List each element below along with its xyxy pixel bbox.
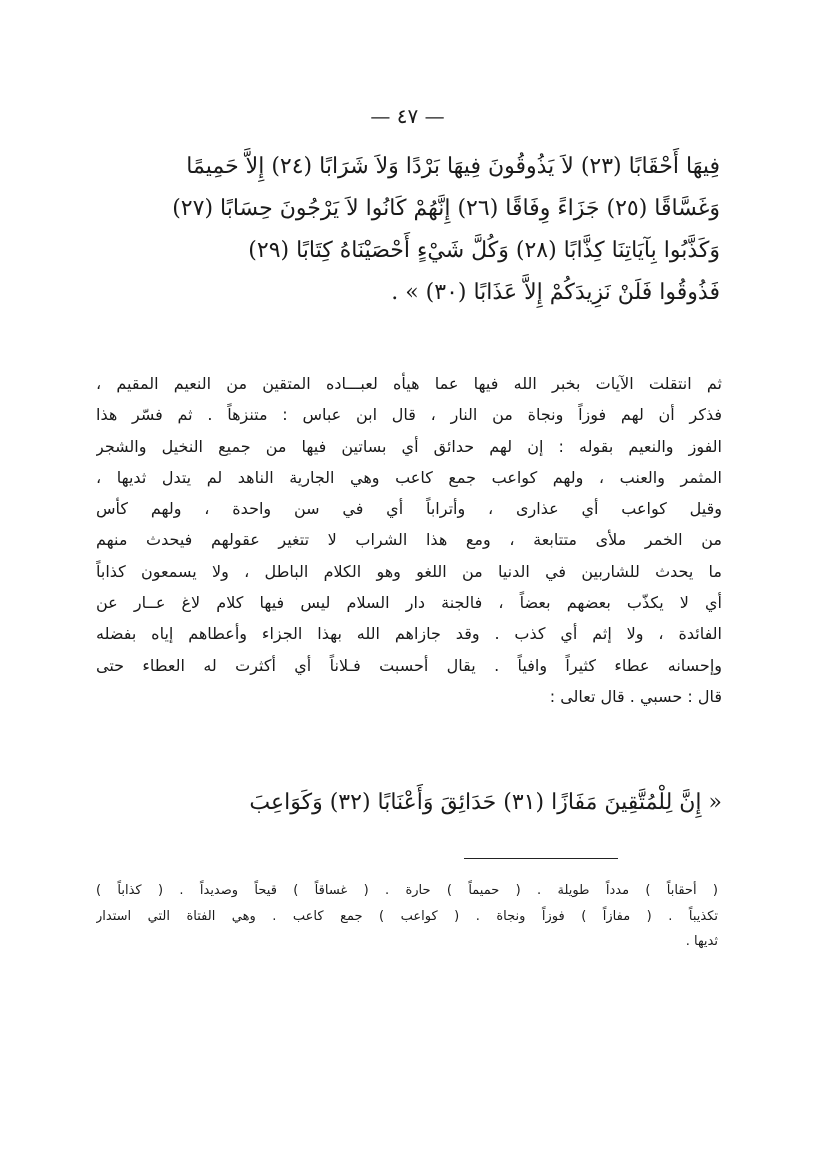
quran-verse-bottom: « إِنَّ لِلْمُتَّقِينَ مَفَازًا (٣١) حَدَائِقَ وَأَعْنَابًا (٣٢) وَكَوَاعِبَ	[249, 790, 722, 815]
commentary-line: الفائدة ، ولا إثم أي كذب . وقد جازاهم الله بهذا الجزاء وأعطاهم إياه بفضله	[96, 624, 722, 644]
commentary-line: من الخمر ملأى متتابعة ، ومع هذا الشراب لا تتغير عقولهم فيحدث منهم	[96, 530, 722, 550]
footnote-divider	[464, 858, 618, 859]
footnotes	[96, 878, 718, 955]
verse-line: وَكَذَّبُوا بِآيَاتِنَا كِذَّابًا (٢٨) وَكُلَّ شَيْءٍ أَحْصَيْنَاهُ كِتَابًا (٢٩)	[248, 238, 720, 263]
quran-verses-top	[92, 146, 720, 314]
verse-line: فَذُوقُوا فَلَنْ نَزِيدَكُمْ إِلاَّ عَذَابًا (٣٠) » .	[391, 280, 720, 305]
commentary-line: ثم انتقلت الآيات بخبر الله فيها عما هيأه لعبـــاده المتقين من النعيم المقيم ،	[96, 374, 722, 393]
commentary-paragraph	[96, 368, 722, 712]
verse-line: فِيهَا أَحْقَابًا (٢٣) لاَ يَذُوقُونَ فِيهَا بَرْدًا وَلاَ شَرَابًا (٢٤) إِلاَّ حَمِيمًا	[186, 154, 720, 179]
footnote-line: تكذيباً . ( مفازاً ) فوزاً ونجاة . ( كواعب ) جمع كاعب . وهي الفتاة التي استدار	[96, 908, 718, 924]
commentary-line: فذكر أن لهم فوزاً ونجاة من النار ، قال ابن عباس : متنزهاً . ثم فسّر هذا	[96, 405, 722, 425]
commentary-line: ما يحدث للشاربين في الدنيا من اللغو وهو الكلام الباطل ، ولا يسمعون كذاباً	[96, 561, 722, 581]
commentary-line: الفوز والنعيم بقوله : إن لهم حدائق أي بساتين فيها من جميع النخيل والشجر	[96, 436, 722, 456]
commentary-line: أي لا يكذّب بعضهم بعضاً ، فالجنة دار السلام ليس فيها كلام لاغ عــار عن	[96, 593, 722, 613]
footnote-line: ثديها .	[685, 934, 718, 949]
footnote-line: ( أحقاباً ) مدداً طويلة . ( حميماً ) حارة . ( غساقاً ) قيحاً وصديداً . ( كذاباً )	[96, 883, 718, 898]
commentary-line: وإحسانه عطاء كثيراً وافياً . يقال أحسبت فـلاناً أي أكثرت له العطاء حتى	[96, 655, 722, 675]
page-number: — ٤٧ —	[370, 104, 445, 128]
commentary-line: المثمر والعنب ، ولهم كواعب جمع كاعب وهي الجارية الناهد لم يتدل ثديها ،	[96, 467, 722, 487]
commentary-line: قال : حسبي . قال تعالى :	[549, 686, 722, 706]
commentary-line: وقيل كواعب أي عذارى ، وأتراباً أي في سن واحدة ، ولهم كأس	[96, 499, 722, 519]
verse-line: وَغَسَّاقًا (٢٥) جَزَاءً وِفَاقًا (٢٦) إِنَّهُمْ كَانُوا لاَ يَرْجُونَ حِسَابًا (٢٧)	[172, 196, 720, 221]
